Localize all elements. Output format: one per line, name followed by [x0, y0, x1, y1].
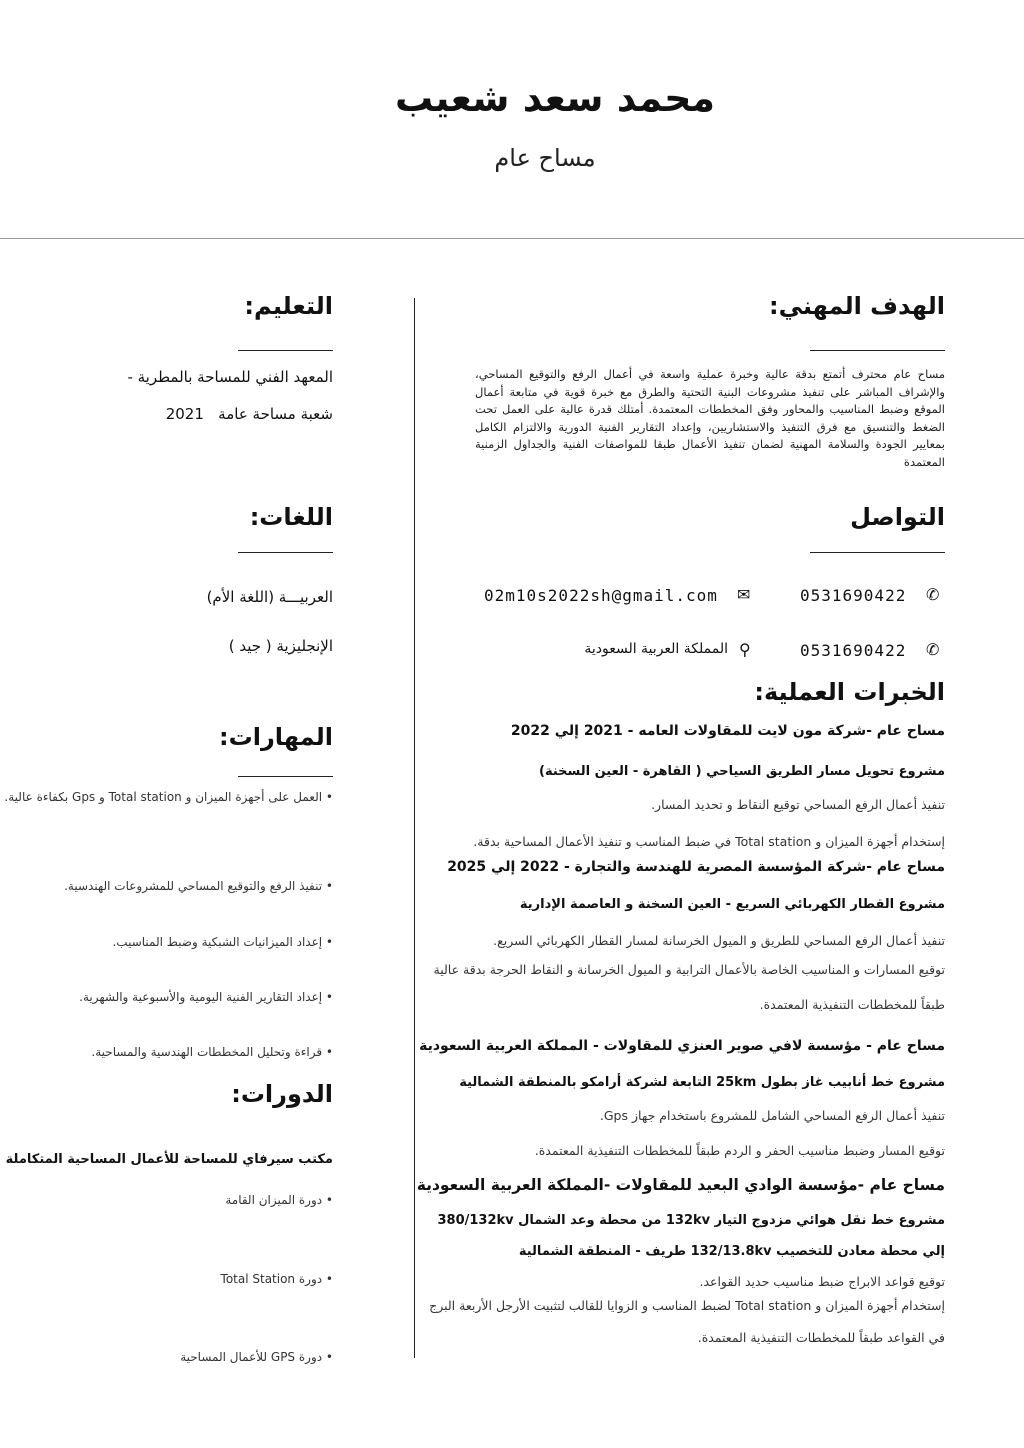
job-bullet: إستخدام أجهزة الميزان و Total station لضبط المناسب و الزوايا للقالب لتثبيت الأرجل الأربعة البرج في القواعد طبقاً للمخططات التنفيذية المعتمدة. — [429, 1298, 945, 1345]
envelope-icon: ✉ — [737, 585, 751, 604]
phone-number[interactable]: 0531690422 — [800, 586, 907, 605]
header-divider — [0, 238, 1024, 239]
education-institute: المعهد الفني للمساحة بالمطرية - — [127, 368, 333, 386]
job-project: مشروع القطار الكهربائي السريع - العين السخنة و العاصمة الإدارية — [519, 897, 945, 912]
objective-text: مساح عام محترف أتمتع بدقة عالية وخبرة عملية واسعة في أعمال الرفع والتوقيع المساحي، والإشراف المباشر على تنفيذ مشروعات البنية التحتية والطرق مع خبرة قوية في متابعة أعمال الموقع وضبط المناسيب والمحاور وفق المخططات المعتمدة. أمتلك قدرة عالية على العمل تحت الضغط والتنسيق مع فرق التنفيذ والاستشاريين، وإعداد التقارير الفنية الدورية والالتزام الكامل بمعايير الجودة والسلامة المهنية لضمان تنفيذ الأعمال طبقا للمواصفات الفنية والجداول الزمنية المعتمدة — [475, 367, 945, 469]
whatsapp-icon: ✆ — [926, 640, 940, 659]
objective-heading: الهدف المهني: — [768, 292, 945, 320]
heading-underline — [238, 776, 333, 777]
heading-underline — [810, 552, 945, 553]
skill-text: العمل على أجهزة الميزان و Total station و Gps بكفاءة عالية. — [4, 790, 323, 804]
language-item: العربيـــة (اللغة الأم) — [206, 588, 333, 606]
email-address[interactable]: 02m10s2022sh@gmail.com — [484, 586, 718, 605]
heading-underline — [238, 552, 333, 553]
job-title: مساح عام - مؤسسة لافي صوير العنزي للمقاولات - المملكة العربية السعودية — [419, 1038, 945, 1054]
job-title: مساح عام -شركة المؤسسة المصرية للهندسة والتجارة - 2022 إلي 2025 — [447, 859, 945, 875]
location-pin-icon: ⚲ — [739, 640, 751, 659]
job-project: مشروع تحويل مسار الطريق السياحي ( القاهرة - العين السخنة) — [539, 764, 945, 779]
language-item: الإنجليزية ( جيد ) — [228, 637, 333, 655]
skill-item: • العمل على أجهزة الميزان و Total station و Gps بكفاءة عالية. — [4, 790, 333, 804]
skill-item: • إعداد التقارير الفنية اليومية والأسبوعية والشهرية. — [79, 990, 333, 1004]
job-bullet: تنفيذ أعمال الرفع المساحي للطريق و الميول الخرسانة لمسار القطار الكهربائي السريع. — [493, 933, 945, 948]
job-bullet: إستخدام أجهزة الميزان و Total station في ضبط المناسب و تنفيذ الأعمال المساحية بدقة. — [473, 834, 945, 849]
job-bullet: توقيع قواعد الابراج ضبط مناسيب حديد القواعد. — [699, 1274, 945, 1289]
job-bullet: توقيع المسارات و المناسيب الخاصة بالأعمال الترابية و الميول الخرسانة و النقاط الحرجة بدقة عالية طبقاً للمخططات التنفيذية المعتمدة. — [433, 962, 945, 1012]
skill-item: • إعداد الميزانيات الشبكية وضبط المناسيب. — [112, 935, 333, 949]
course-item: • دورة الميزان القامة — [225, 1193, 333, 1207]
phone-icon: ✆ — [926, 585, 940, 604]
skills-heading: المهارات: — [219, 723, 333, 751]
languages-heading: اللغات: — [249, 503, 333, 531]
course-item: • دورة GPS للأعمال المساحية — [180, 1350, 333, 1364]
job-project: مشروع خط أنابيب غاز بطول 25km التابعة لشركة أرامكو بالمنطقة الشمالية — [459, 1075, 945, 1090]
education-heading: التعليم: — [244, 292, 333, 320]
skill-item: • تنفيذ الرفع والتوقيع المساحي للمشروعات الهندسية. — [64, 879, 333, 893]
course-text: دورة GPS للأعمال المساحية — [180, 1350, 323, 1364]
candidate-name: محمد سعد شعيب — [394, 76, 716, 120]
skill-text: قراءة وتحليل المخططات الهندسية والمساحية. — [91, 1045, 323, 1059]
skill-text: إعداد التقارير الفنية اليومية والأسبوعية والشهرية. — [79, 990, 323, 1004]
whatsapp-number[interactable]: 0531690422 — [800, 641, 907, 660]
job-project: مشروع خط نقل هوائي مزدوج التيار 132kv من محطة وعد الشمال 380/132kv إلي محطة معادن للتخصيب 132/13.8kv طريف - المنطقة الشمالية — [437, 1213, 945, 1259]
experience-heading: الخبرات العملية: — [754, 678, 945, 706]
course-provider: مكتب سيرفاي للمساحة للأعمال المساحية المتكاملة — [5, 1152, 333, 1167]
column-divider — [414, 298, 415, 1358]
education-major: شعبة مساحة عامة 2021 — [165, 405, 333, 423]
job-bullet: تنفيذ أعمال الرفع المساحي الشامل للمشروع باستخدام جهاز Gps. — [599, 1108, 945, 1123]
job-title: مساح عام -مؤسسة الوادي البعيد للمقاولات -المملكة العربية السعودية — [416, 1176, 945, 1194]
contact-heading: التواصل — [850, 503, 945, 531]
heading-underline — [238, 350, 333, 351]
course-item: • دورة Total Station — [220, 1272, 333, 1286]
courses-heading: الدورات: — [231, 1080, 333, 1108]
course-text: دورة الميزان القامة — [225, 1193, 323, 1207]
job-title: مساح عام — [494, 144, 596, 172]
location: المملكة العربية السعودية — [584, 641, 728, 657]
skill-text: إعداد الميزانيات الشبكية وضبط المناسيب. — [112, 935, 323, 949]
skill-text: تنفيذ الرفع والتوقيع المساحي للمشروعات الهندسية. — [64, 879, 323, 893]
course-text: دورة Total Station — [220, 1272, 323, 1286]
skill-item: • قراءة وتحليل المخططات الهندسية والمساحية. — [91, 1045, 333, 1059]
job-bullet: تنفيذ أعمال الرفع المساحي توقيع النقاط و تحديد المسار. — [651, 797, 945, 812]
heading-underline — [810, 350, 945, 351]
job-bullet: توقيع المسار وضبط مناسيب الحفر و الردم طبقاً للمخططات التنفيذية المعتمدة. — [534, 1143, 945, 1158]
job-title: مساح عام -شركة مون لايت للمقاولات العامه - 2021 إلي 2022 — [510, 723, 945, 739]
